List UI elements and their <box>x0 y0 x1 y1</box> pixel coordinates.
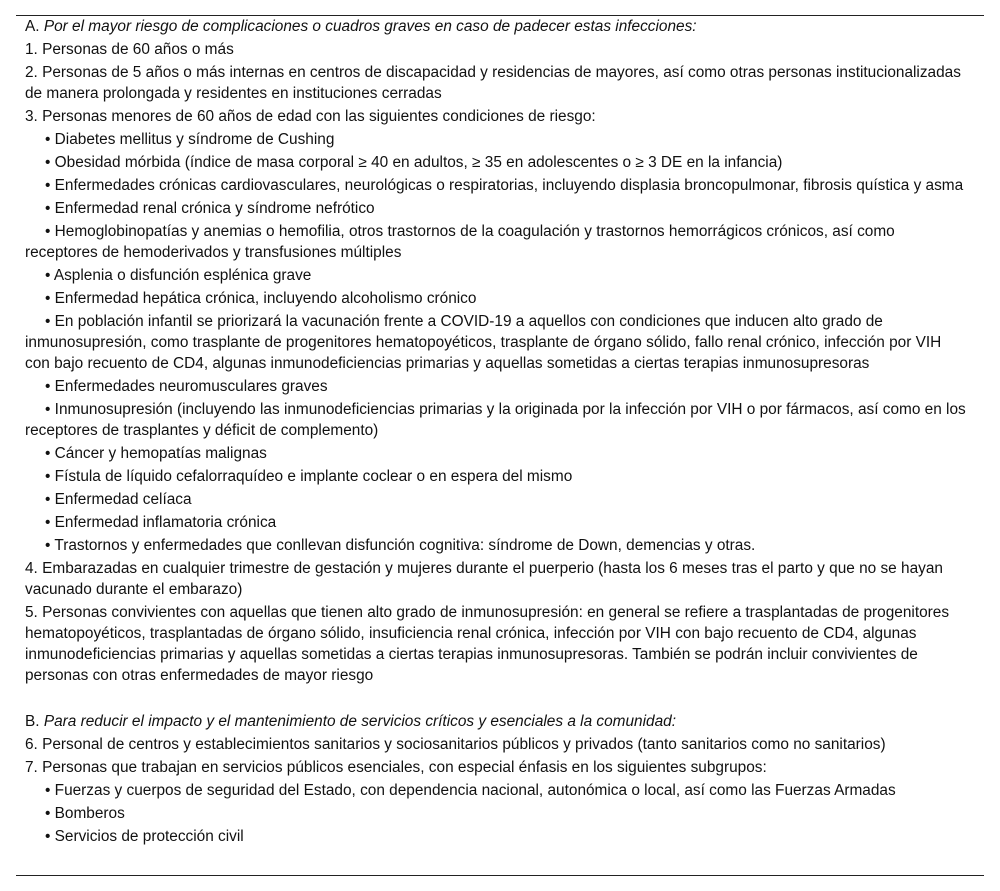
bullet-item: • Enfermedades crónicas cardiovasculares, neurológicas o respiratorias, incluyendo displasia broncopulmonar, fibrosis quística y asma <box>45 177 964 194</box>
bullet-item: • Enfermedades neuromusculares graves <box>45 378 328 395</box>
bullet-item: • Bomberos <box>45 805 125 822</box>
numbered-item: 5. Personas convivientes con aquellas que tienen alto grado de inmunosupresión: en general se refiere a trasplantadas de progenitores hematopoyéticos, trasplantadas de órgano sólido, insuficiencia renal crónica, infección por VIH con bajo recuento de CD4, algunas inmunodeficiencias primarias y aquellas sometidas a ciertas terapias inmunosupresoras. También se podrán incluir convivientes de personas con otras enfermedades de mayor riesgo <box>25 604 950 684</box>
bullet-item: • Fuerzas y cuerpos de seguridad del Estado, con dependencia nacional, autonómica o local, así como las Fuerzas Armadas <box>45 782 896 799</box>
bullet-item: • Hemoglobinopatías y anemias o hemofilia, otros trastornos de la coagulación y trastornos hemorrágicos crónicos, así como receptores de hemoderivados y transfusiones múltiples <box>25 223 895 261</box>
priority-groups-table <box>25 16 970 849</box>
bullet-item: • Diabetes mellitus y síndrome de Cushing <box>45 131 335 148</box>
section-a-title: Por el mayor riesgo de complicaciones o cuadros graves en caso de padecer estas infecciones: <box>43 18 697 35</box>
bullet-item: • Obesidad mórbida (índice de masa corporal ≥ 40 en adultos, ≥ 35 en adolescentes o ≥ 3 DE en la infancia) <box>45 154 783 171</box>
numbered-item: 7. Personas que trabajan en servicios públicos esenciales, con especial énfasis en los siguientes subgrupos: <box>25 759 767 776</box>
bullet-item: • En población infantil se priorizará la vacunación frente a COVID-19 a aquellos con condiciones que inducen alto grado de inmunosupresión, como trasplante de progenitores hematopoyéticos, trasplante de órgano sólido, fallo renal crónico, infección por VIH con bajo recuento de CD4, algunas inmunodeficiencias primarias y aquellas sometidas a ciertas terapias inmunosupresoras <box>25 313 942 372</box>
section-b-label: B. <box>25 713 44 730</box>
section-b-heading <box>25 711 970 732</box>
bullet-item: • Servicios de protección civil <box>45 828 244 845</box>
bullet-item: • Cáncer y hemopatías malignas <box>45 445 267 462</box>
bullet-item: • Enfermedad inflamatoria crónica <box>45 514 277 531</box>
bullet-item: • Inmunosupresión (incluyendo las inmunodeficiencias primarias y la originada por la infección por VIH o por fármacos, así como en los receptores de trasplantes y déficit de complemento) <box>25 401 966 439</box>
numbered-item: 6. Personal de centros y establecimientos sanitarios y sociosanitarios públicos y privados (tanto sanitarios como no sanitarios) <box>25 736 886 753</box>
numbered-item: 1. Personas de 60 años o más <box>25 41 234 58</box>
bullet-item: • Asplenia o disfunción esplénica grave <box>45 267 312 284</box>
numbered-item: 4. Embarazadas en cualquier trimestre de gestación y mujeres durante el puerperio (hasta los 6 meses tras el parto y que no se hayan vacunado durante el embarazo) <box>25 560 943 598</box>
bullet-item: • Enfermedad hepática crónica, incluyendo alcoholismo crónico <box>45 290 477 307</box>
numbered-item: 2. Personas de 5 años o más internas en centros de discapacidad y residencias de mayores, así como otras personas institucionalizadas de manera prolongada y residentes en instituciones cerradas <box>25 64 961 102</box>
bullet-item: • Enfermedad celíaca <box>45 491 192 508</box>
numbered-item: 3. Personas menores de 60 años de edad con las siguientes condiciones de riesgo: <box>25 108 596 125</box>
section-spacer <box>25 688 970 711</box>
section-a-heading <box>25 16 970 37</box>
bullet-item: • Fístula de líquido cefalorraquídeo e implante coclear o en espera del mismo <box>45 468 573 485</box>
bullet-item: • Enfermedad renal crónica y síndrome nefrótico <box>45 200 375 217</box>
section-a-label: A. <box>25 18 44 35</box>
section-b-list <box>25 734 970 847</box>
section-b-title: Para reducir el impacto y el mantenimiento de servicios críticos y esenciales a la comunidad: <box>43 713 676 730</box>
bullet-item: • Trastornos y enfermedades que conllevan disfunción cognitiva: síndrome de Down, demencias y otras. <box>45 537 756 554</box>
section-a-list <box>25 39 970 686</box>
table-bottom-rule <box>16 875 984 876</box>
